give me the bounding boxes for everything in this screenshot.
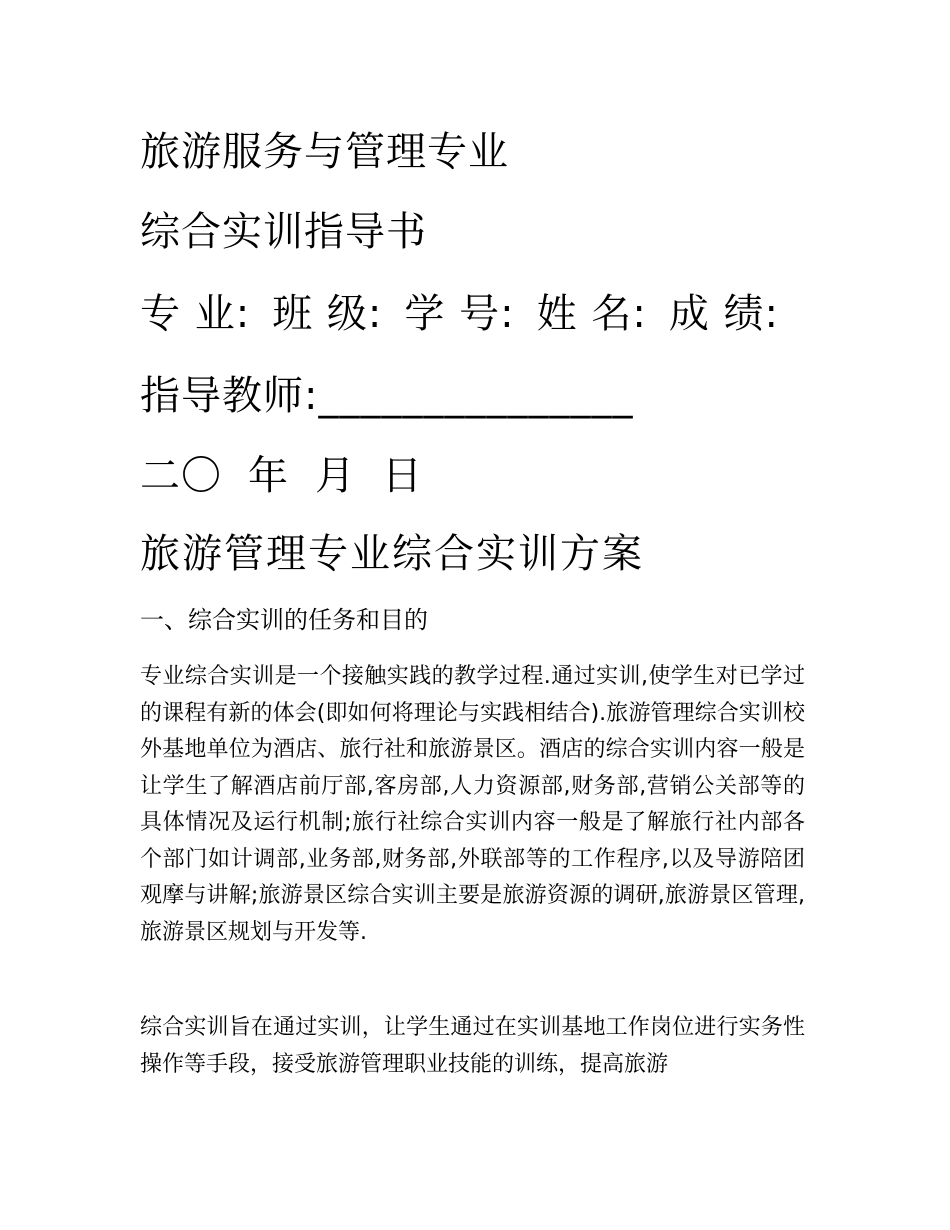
paragraph-1: 专业综合实训是一个接触实践的教学过程.通过实训,使学生对已学过的课程有新的体会(即如何将理论与实践相结合).旅游管理综合实训校外基地单位为酒店、旅行社和旅游景区。酒店的综合实训内容一般是让学生了解酒店前厅部,客房部,人力资源部,财务部,营销公关部等的具体情况及运行机制;旅行社综合实训内容一般是了解旅行社内部各个部门如计调部,业务部,财务部,外联部等的工作程序,以及导游陪团观摩与讲解;旅游景区综合实训主要是旅游资源的调研,旅游景区管理,旅游景区规划与开发等. bbox=[140, 664, 805, 945]
date-year: 年 bbox=[248, 453, 289, 499]
instructor-line bbox=[140, 372, 633, 420]
student-info-line bbox=[140, 290, 779, 338]
paragraph-2: 综合实训旨在通过实训，让学生通过在实训基地工作岗位进行实务性操作等手段，接受旅游管理职业技能的训练，提高旅游 bbox=[140, 1015, 805, 1077]
title-line-2: 综合实训指导书 bbox=[140, 209, 427, 255]
main-title: 旅游管理专业综合实训方案 bbox=[140, 531, 644, 577]
field-name: 姓 名: bbox=[536, 291, 647, 337]
date-day: 日 bbox=[382, 453, 423, 499]
field-major: 专 业: bbox=[140, 291, 251, 337]
title-line-1: 旅游服务与管理专业 bbox=[140, 129, 509, 175]
instructor-blank: _______________ bbox=[318, 373, 634, 419]
instructor-label: 指导教师: bbox=[140, 373, 319, 419]
field-class: 班 级: bbox=[272, 291, 383, 337]
date-line bbox=[140, 452, 423, 500]
date-month: 月 bbox=[315, 453, 356, 499]
section-heading-1: 一、综合实训的任务和目的 bbox=[140, 606, 428, 634]
field-student-id: 学 号: bbox=[404, 291, 515, 337]
field-grade: 成 绩: bbox=[668, 291, 780, 337]
date-year-prefix: 二〇 bbox=[140, 453, 222, 499]
